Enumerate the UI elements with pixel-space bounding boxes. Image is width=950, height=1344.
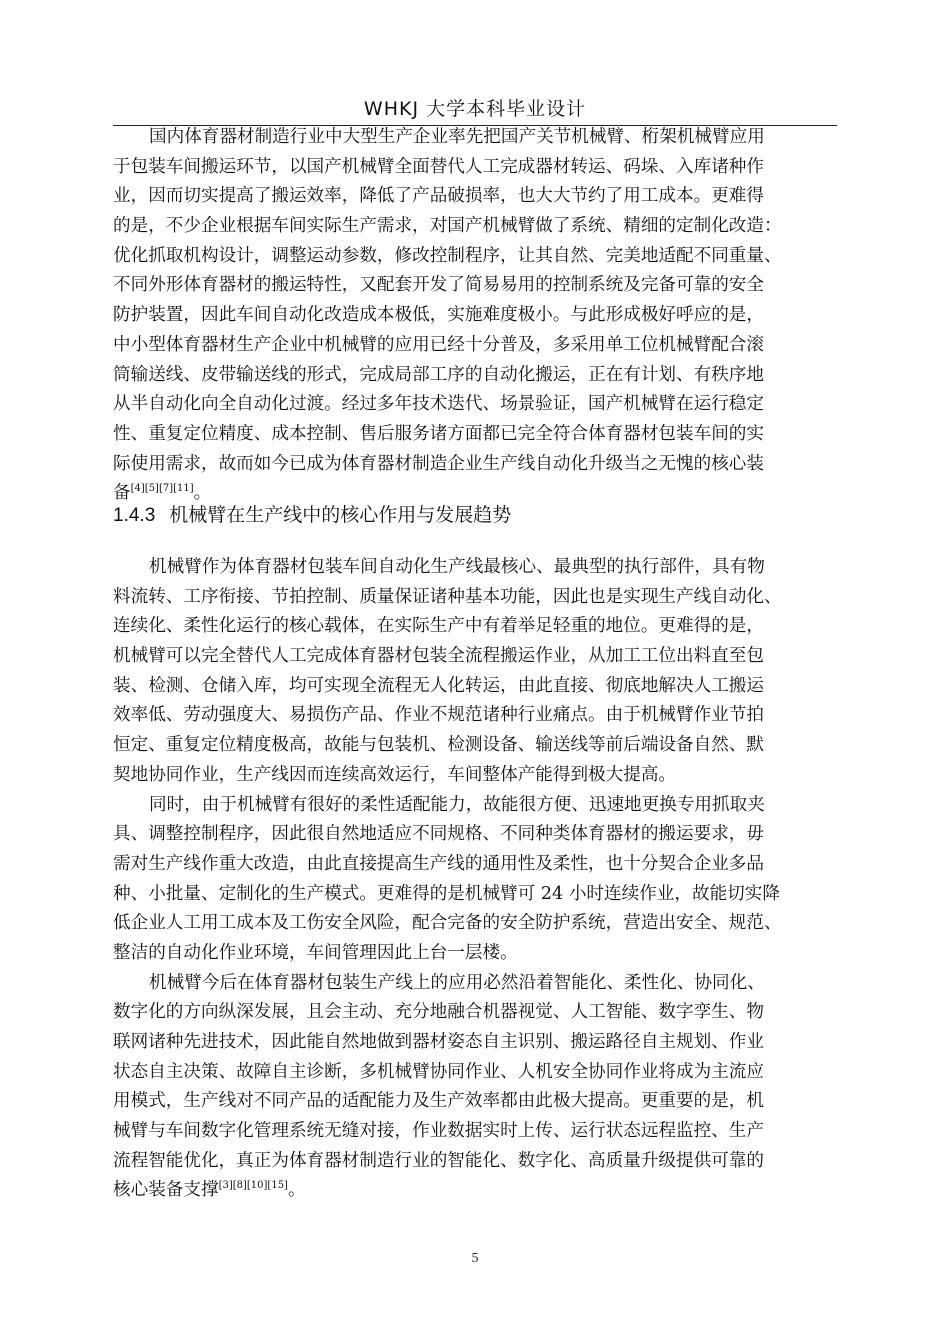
section-title: 机械臂在生产线中的核心作用与发展趋势 <box>169 504 512 526</box>
paragraph-line: 机械臂作为体育器材包装车间自动化生产线最核心、最典型的执行部件，具有物 <box>149 557 765 577</box>
paragraph-line: 机械臂今后在体育器材包装生产线上的应用必然沿着智能化、柔性化、协同化、 <box>149 972 765 993</box>
section-heading <box>113 500 511 527</box>
paragraph-line: 同时，由于机械臂有很好的柔性适配能力，故能很方便、迅速地更换专用抓取夹 <box>149 794 765 815</box>
citation-reference[interactable]: [3][8][10][15] <box>218 1180 288 1192</box>
paragraph-line: 联网诸种先进技术，因此能自然地做到器材姿态自主识别、搬运路径自主规划、作业 <box>113 1032 764 1052</box>
running-header-title: WHKJ 大学本科毕业设计 <box>363 98 587 120</box>
paragraph-last-line <box>113 1176 837 1206</box>
paragraph-line: 状态自主决策、故障自主诊断，多机械臂协同作业、人机安全协同作业将成为主流应 <box>113 1061 764 1082</box>
paragraph-line: 流程智能优化，真正为体育器材制造行业的智能化、数字化、高质量升级提供可靠的 <box>113 1150 764 1171</box>
paragraph-text: 。 <box>193 483 212 504</box>
paragraph-line: 防护装置，因此车间自动化改造成本极低，实施难度极小。与此形成极好呼应的是， <box>113 305 764 326</box>
paragraph-line: 需对生产线作重大改造，由此直接提高生产线的通用性及柔性，也十分契合企业多品 <box>113 853 764 874</box>
paragraph-line: 种、小批量、定制化的生产模式。更难得的是机械臂可 24 小时连续作业，故能切实降 <box>113 883 780 904</box>
citation-reference[interactable]: [4][5][7][11] <box>130 483 194 495</box>
paragraph-text: 备 <box>113 483 131 504</box>
paragraph-line: 效率低、劳动强度大、易损伤产品、作业不规范诸种行业痛点。由于机械臂作业节拍 <box>113 705 764 726</box>
paragraph-line: 的是，不少企业根据车间实际生产需求，对国产机械臂做了系统、精细的定制化改造： <box>113 216 782 237</box>
paragraph-line: 不同外形体育器材的搬运特性，又配套开发了简易易用的控制系统及完备可靠的安全 <box>113 275 764 296</box>
section-number: 1.4.3 <box>113 505 156 526</box>
paragraph-line: 连续化、柔性化运行的核心载体，在实际生产中有着举足轻重的地位。更难得的是， <box>113 616 764 637</box>
intro-paragraph <box>113 123 837 509</box>
paragraph-line: 从半自动化向全自动化过渡。经过多年技术迭代、场景验证，国产机械臂在运行稳定 <box>113 394 764 415</box>
paragraph-text: 核心装备支撑 <box>113 1180 219 1201</box>
paragraph-line: 优化抓取机构设计，调整运动参数，修改控制程序，让其自然、完美地适配不同重量、 <box>113 245 782 266</box>
paragraph-text: 。 <box>287 1180 306 1201</box>
paragraph-line: 国内体育器材制造行业中大型生产企业率先把国产关节机械臂、桁架机械臂应用 <box>149 127 765 147</box>
paragraph-line: 装、检测、仓储入库，均可实现全流程无人化转运，由此直接、彻底地解决人工搬运 <box>113 675 764 696</box>
paragraph-line: 业，因而切实提高了搬运效率，降低了产品破损率，也大大节约了用工成本。更难得 <box>113 186 764 207</box>
paragraph-line: 际使用需求，故而如今已成为体育器材制造企业生产线自动化升级当之无愧的核心装 <box>113 453 764 474</box>
paragraph-line: 数字化的方向纵深发展，且会主动、充分地融合机器视觉、人工智能、数字孪生、物 <box>113 1002 764 1023</box>
page-number: 5 <box>471 1251 479 1266</box>
paragraph-line: 整洁的自动化作业环境，车间管理因此上台一层楼。 <box>113 942 518 963</box>
paragraph-line: 性、重复定位精度、成本控制、售后服务诸方面都已完全符合体育器材包装车间的实 <box>113 423 764 444</box>
paragraph-line: 具、调整控制程序，因此很自然地适应不同规格、不同种类体育器材的搬运要求，毋 <box>113 824 764 845</box>
paragraph-line: 于包装车间搬运环节，以国产机械臂全面替代人工完成器材转运、码垛、入库诸种作 <box>113 156 764 177</box>
paragraph-line: 契地协同作业，生产线因而连续高效运行，车间整体产能得到极大提高。 <box>113 764 677 785</box>
paragraph-line: 恒定、重复定位精度极高，故能与包装机、检测设备、输送线等前后端设备自然、默 <box>113 735 764 756</box>
section-body <box>113 553 837 1206</box>
paragraph-line: 中小型体育器材生产企业中机械臂的应用已经十分普及，多采用单工位机械臂配合滚 <box>113 334 764 355</box>
paragraph-line: 筒输送线、皮带输送线的形式，完成局部工序的自动化搬运，正在有计划、有秩序地 <box>113 364 764 385</box>
paragraph-line: 低企业人工用工成本及工伤安全风险，配合完备的安全防护系统，营造出安全、规范、 <box>113 913 782 934</box>
paragraph-line: 料流转、工序衔接、节拍控制、质量保证诸种基本功能，因此也是实现生产线自动化、 <box>113 586 782 607</box>
paragraph-line: 用模式，生产线对不同产品的适配能力及生产效率都由此极大提高。更重要的是，机 <box>113 1091 764 1112</box>
paragraph-line: 机械臂可以完全替代人工完成体育器材包装全流程搬运作业，从加工工位出料直至包 <box>113 646 764 667</box>
paragraph-line: 械臂与车间数字化管理系统无缝对接，作业数据实时上传、运行状态远程监控、生产 <box>113 1121 764 1142</box>
